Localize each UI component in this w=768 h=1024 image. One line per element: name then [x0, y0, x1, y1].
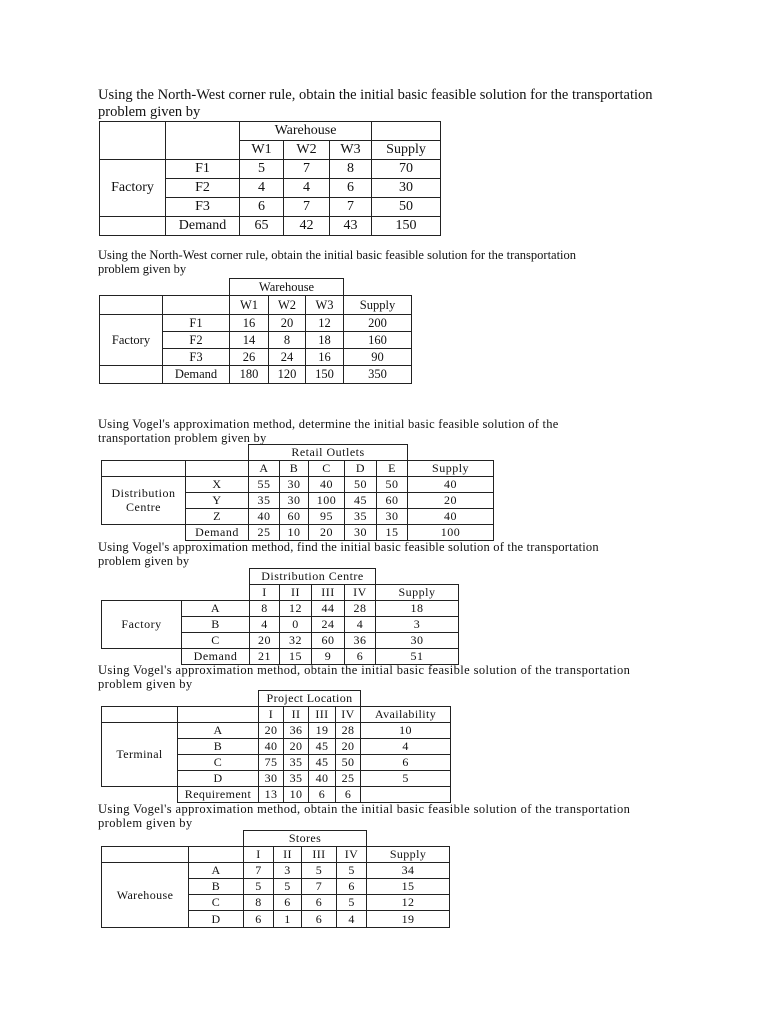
supply-cell: 15 — [367, 879, 450, 895]
demand-cell: 180 — [230, 366, 269, 384]
problem-3-prompt — [98, 417, 559, 446]
row-label: F1 — [163, 315, 230, 332]
demand-cell: 42 — [284, 217, 330, 236]
cost-cell: 45 — [345, 493, 377, 509]
cost-cell: 100 — [309, 493, 345, 509]
blank-cell — [372, 122, 441, 141]
supply-cell: 18 — [376, 601, 459, 617]
blank-cell — [189, 831, 244, 847]
blank-cell — [102, 831, 189, 847]
demand-cell: 120 — [269, 366, 306, 384]
column-header: A — [249, 461, 280, 477]
problem-1-prompt-line-2: problem given by — [98, 103, 201, 120]
column-header: C — [309, 461, 345, 477]
cost-cell: 35 — [345, 509, 377, 525]
blank-cell — [100, 366, 163, 384]
supply-header: Availability — [361, 707, 451, 723]
column-header: I — [250, 585, 280, 601]
row-group-label — [102, 477, 186, 525]
column-header: D — [345, 461, 377, 477]
column-header: II — [274, 847, 302, 863]
demand-cell: 30 — [345, 525, 377, 541]
blank-cell — [102, 525, 186, 541]
blank-cell — [186, 445, 249, 461]
column-header: E — [377, 461, 408, 477]
cost-cell: 36 — [284, 723, 309, 739]
problem-3-prompt-line-2: transportation problem given by — [98, 431, 267, 446]
column-header: II — [284, 707, 309, 723]
demand-cell: 10 — [284, 787, 309, 803]
problem-1-prompt-line-1: Using the North-West corner rule, obtain the initial basic feasible solution for the transportation — [98, 87, 653, 103]
supply-header: Supply — [344, 296, 412, 315]
row-label: D — [189, 911, 244, 928]
column-header: B — [280, 461, 309, 477]
column-header: IV — [345, 585, 376, 601]
problem-5-prompt-line-2: problem given by — [98, 677, 193, 692]
cost-cell: 45 — [309, 739, 336, 755]
column-group-header: Stores — [244, 831, 367, 847]
column-header: W3 — [330, 141, 372, 160]
column-group-header: Warehouse — [240, 122, 372, 141]
supply-cell: 4 — [361, 739, 451, 755]
problem-5-table — [101, 690, 451, 803]
demand-cell: 6 — [336, 787, 361, 803]
demand-cell: 15 — [280, 649, 312, 665]
cost-cell: 50 — [345, 477, 377, 493]
row-group-label: Factory — [100, 315, 163, 366]
blank-cell — [100, 217, 166, 236]
cost-cell: 35 — [284, 771, 309, 787]
cost-cell: 0 — [280, 617, 312, 633]
cost-cell: 8 — [250, 601, 280, 617]
supply-cell: 34 — [367, 863, 450, 879]
demand-label: Demand — [186, 525, 249, 541]
column-header: W1 — [230, 296, 269, 315]
problem-3-table — [101, 444, 494, 541]
cost-cell: 55 — [249, 477, 280, 493]
supply-cell: 40 — [408, 477, 494, 493]
row-label: C — [182, 633, 250, 649]
supply-cell: 160 — [344, 332, 412, 349]
cost-cell: 8 — [244, 895, 274, 911]
row-group-label-text: Distribution Centre — [111, 486, 176, 514]
row-label: C — [178, 755, 259, 771]
problem-3-prompt-line-1: Using Vogel's approximation method, determine the initial basic feasible solution of the — [98, 417, 559, 431]
supply-cell: 10 — [361, 723, 451, 739]
corner-cell — [102, 707, 178, 723]
cost-cell: 45 — [309, 755, 336, 771]
column-header: II — [280, 585, 312, 601]
column-group-header: Warehouse — [230, 279, 344, 296]
demand-label: Demand — [182, 649, 250, 665]
cost-cell: 6 — [274, 895, 302, 911]
cost-cell: 20 — [269, 315, 306, 332]
cost-cell: 5 — [337, 895, 367, 911]
corner-cell — [100, 122, 166, 160]
cost-cell: 40 — [309, 771, 336, 787]
cost-cell: 30 — [259, 771, 284, 787]
demand-cell: 43 — [330, 217, 372, 236]
cost-cell: 4 — [345, 617, 376, 633]
row-label: F3 — [163, 349, 230, 366]
cost-cell: 5 — [337, 863, 367, 879]
cost-cell: 35 — [284, 755, 309, 771]
demand-label: Requirement — [178, 787, 259, 803]
row-label: Y — [186, 493, 249, 509]
problem-5-prompt-line-1: Using Vogel's approximation method, obtain the initial basic feasible solution of the transportation — [98, 663, 631, 677]
problem-4-prompt — [98, 540, 599, 569]
problem-1-prompt — [98, 87, 653, 120]
cost-cell: 50 — [377, 477, 408, 493]
cost-cell: 6 — [337, 879, 367, 895]
cost-cell: 8 — [330, 160, 372, 179]
cost-cell: 3 — [274, 863, 302, 879]
supply-cell: 19 — [367, 911, 450, 928]
total-cell: 350 — [344, 366, 412, 384]
blank-cell — [361, 691, 451, 707]
corner-cell — [189, 847, 244, 863]
demand-cell: 15 — [377, 525, 408, 541]
blank-cell — [102, 691, 178, 707]
supply-header: Supply — [408, 461, 494, 477]
corner-cell — [186, 461, 249, 477]
column-header: I — [244, 847, 274, 863]
cost-cell: 12 — [306, 315, 344, 332]
blank-cell — [408, 445, 494, 461]
demand-cell: 6 — [309, 787, 336, 803]
column-header: III — [302, 847, 337, 863]
total-cell: 100 — [408, 525, 494, 541]
blank-cell — [182, 569, 250, 585]
cost-cell: 36 — [345, 633, 376, 649]
supply-cell: 30 — [376, 633, 459, 649]
corner-cell — [178, 707, 259, 723]
cost-cell: 40 — [259, 739, 284, 755]
supply-cell: 20 — [408, 493, 494, 509]
cost-cell: 5 — [302, 863, 337, 879]
cost-cell: 16 — [306, 349, 344, 366]
row-label: A — [189, 863, 244, 879]
column-header: W2 — [269, 296, 306, 315]
row-group-label: Factory — [102, 601, 182, 649]
cost-cell: 30 — [377, 509, 408, 525]
total-cell: 51 — [376, 649, 459, 665]
cost-cell: 30 — [280, 493, 309, 509]
cost-cell: 20 — [284, 739, 309, 755]
cost-cell: 6 — [302, 895, 337, 911]
cost-cell: 5 — [274, 879, 302, 895]
cost-cell: 50 — [336, 755, 361, 771]
row-label: B — [182, 617, 250, 633]
problem-2-table — [99, 278, 412, 384]
problem-1-table — [99, 121, 441, 236]
row-label: F1 — [166, 160, 240, 179]
supply-cell: 70 — [372, 160, 441, 179]
row-label: C — [189, 895, 244, 911]
cost-cell: 4 — [240, 179, 284, 198]
cost-cell: 1 — [274, 911, 302, 928]
demand-cell: 65 — [240, 217, 284, 236]
supply-cell: 3 — [376, 617, 459, 633]
blank-cell — [376, 569, 459, 585]
cost-cell: 24 — [269, 349, 306, 366]
column-header: IV — [337, 847, 367, 863]
cost-cell: 5 — [244, 879, 274, 895]
blank-cell — [163, 279, 230, 296]
cost-cell: 18 — [306, 332, 344, 349]
cost-cell: 4 — [337, 911, 367, 928]
supply-cell: 40 — [408, 509, 494, 525]
cost-cell: 6 — [244, 911, 274, 928]
cost-cell: 6 — [302, 911, 337, 928]
row-label: F2 — [163, 332, 230, 349]
cost-cell: 12 — [280, 601, 312, 617]
demand-cell: 10 — [280, 525, 309, 541]
demand-cell: 21 — [250, 649, 280, 665]
blank-cell — [344, 279, 412, 296]
cost-cell: 60 — [377, 493, 408, 509]
cost-cell: 25 — [336, 771, 361, 787]
cost-cell: 44 — [312, 601, 345, 617]
cost-cell: 28 — [345, 601, 376, 617]
problem-6-prompt-line-1: Using Vogel's approximation method, obtain the initial basic feasible solution of the transportation — [98, 802, 631, 816]
cost-cell: 40 — [309, 477, 345, 493]
column-header: I — [259, 707, 284, 723]
problem-2-prompt-line-2: problem given by — [98, 262, 187, 277]
problem-4-prompt-line-1: Using Vogel's approximation method, find the initial basic feasible solution of the transportation — [98, 540, 599, 554]
supply-header: Supply — [372, 141, 441, 160]
problem-6-prompt — [98, 802, 630, 831]
column-header: III — [309, 707, 336, 723]
supply-header: Supply — [367, 847, 450, 863]
cost-cell: 16 — [230, 315, 269, 332]
row-group-label: Warehouse — [102, 863, 189, 928]
cost-cell: 4 — [284, 179, 330, 198]
demand-cell: 150 — [306, 366, 344, 384]
blank-cell — [178, 691, 259, 707]
problem-6-table — [101, 830, 450, 928]
total-cell — [361, 787, 451, 803]
column-group-header: Distribution Centre — [250, 569, 376, 585]
problem-4-prompt-line-2: problem given by — [98, 554, 190, 569]
row-label: D — [178, 771, 259, 787]
cost-cell: 35 — [249, 493, 280, 509]
cost-cell: 95 — [309, 509, 345, 525]
cost-cell: 14 — [230, 332, 269, 349]
row-label: B — [189, 879, 244, 895]
demand-cell: 6 — [345, 649, 376, 665]
row-label: F3 — [166, 198, 240, 217]
row-label: F2 — [166, 179, 240, 198]
cost-cell: 26 — [230, 349, 269, 366]
blank-cell — [367, 831, 450, 847]
corner-cell — [102, 461, 186, 477]
demand-cell: 25 — [249, 525, 280, 541]
supply-header: Supply — [376, 585, 459, 601]
corner-cell — [163, 296, 230, 315]
column-header: W2 — [284, 141, 330, 160]
cost-cell: 60 — [280, 509, 309, 525]
cost-cell: 7 — [244, 863, 274, 879]
demand-cell: 13 — [259, 787, 284, 803]
cost-cell: 6 — [240, 198, 284, 217]
cost-cell: 8 — [269, 332, 306, 349]
cost-cell: 6 — [330, 179, 372, 198]
cost-cell: 19 — [309, 723, 336, 739]
blank-cell — [102, 787, 178, 803]
row-label: B — [178, 739, 259, 755]
supply-cell: 12 — [367, 895, 450, 911]
column-group-header: Project Location — [259, 691, 361, 707]
supply-cell: 30 — [372, 179, 441, 198]
problem-2-prompt — [98, 248, 576, 277]
cost-cell: 60 — [312, 633, 345, 649]
row-label: Z — [186, 509, 249, 525]
corner-cell — [166, 122, 240, 160]
blank-cell — [102, 585, 182, 601]
cost-cell: 75 — [259, 755, 284, 771]
cost-cell: 4 — [250, 617, 280, 633]
problem-5-prompt — [98, 663, 630, 692]
blank-cell — [102, 445, 186, 461]
blank-cell — [100, 279, 163, 296]
cost-cell: 40 — [249, 509, 280, 525]
corner-cell — [100, 296, 163, 315]
column-header: W1 — [240, 141, 284, 160]
cost-cell: 28 — [336, 723, 361, 739]
blank-cell — [182, 585, 250, 601]
demand-label: Demand — [163, 366, 230, 384]
total-cell: 150 — [372, 217, 441, 236]
cost-cell: 24 — [312, 617, 345, 633]
column-header: III — [312, 585, 345, 601]
supply-cell: 90 — [344, 349, 412, 366]
column-header: W3 — [306, 296, 344, 315]
row-label: A — [178, 723, 259, 739]
cost-cell: 7 — [302, 879, 337, 895]
cost-cell: 32 — [280, 633, 312, 649]
cost-cell: 30 — [280, 477, 309, 493]
demand-cell: 20 — [309, 525, 345, 541]
cost-cell: 7 — [330, 198, 372, 217]
supply-cell: 200 — [344, 315, 412, 332]
cost-cell: 7 — [284, 198, 330, 217]
problem-4-table — [101, 568, 459, 665]
cost-cell: 20 — [336, 739, 361, 755]
cost-cell: 20 — [250, 633, 280, 649]
problem-6-prompt-line-2: problem given by — [98, 816, 193, 831]
supply-cell: 5 — [361, 771, 451, 787]
corner-cell — [102, 847, 189, 863]
cost-cell: 5 — [240, 160, 284, 179]
supply-cell: 50 — [372, 198, 441, 217]
row-label: X — [186, 477, 249, 493]
row-group-label: Terminal — [102, 723, 178, 787]
row-label: A — [182, 601, 250, 617]
row-group-label: Factory — [100, 160, 166, 217]
demand-label: Demand — [166, 217, 240, 236]
cost-cell: 7 — [284, 160, 330, 179]
column-header: IV — [336, 707, 361, 723]
cost-cell: 20 — [259, 723, 284, 739]
supply-cell: 6 — [361, 755, 451, 771]
column-group-header: Retail Outlets — [249, 445, 408, 461]
demand-cell: 9 — [312, 649, 345, 665]
blank-cell — [102, 569, 182, 585]
problem-2-prompt-line-1: Using the North-West corner rule, obtain the initial basic feasible solution for the transportation — [98, 248, 577, 262]
